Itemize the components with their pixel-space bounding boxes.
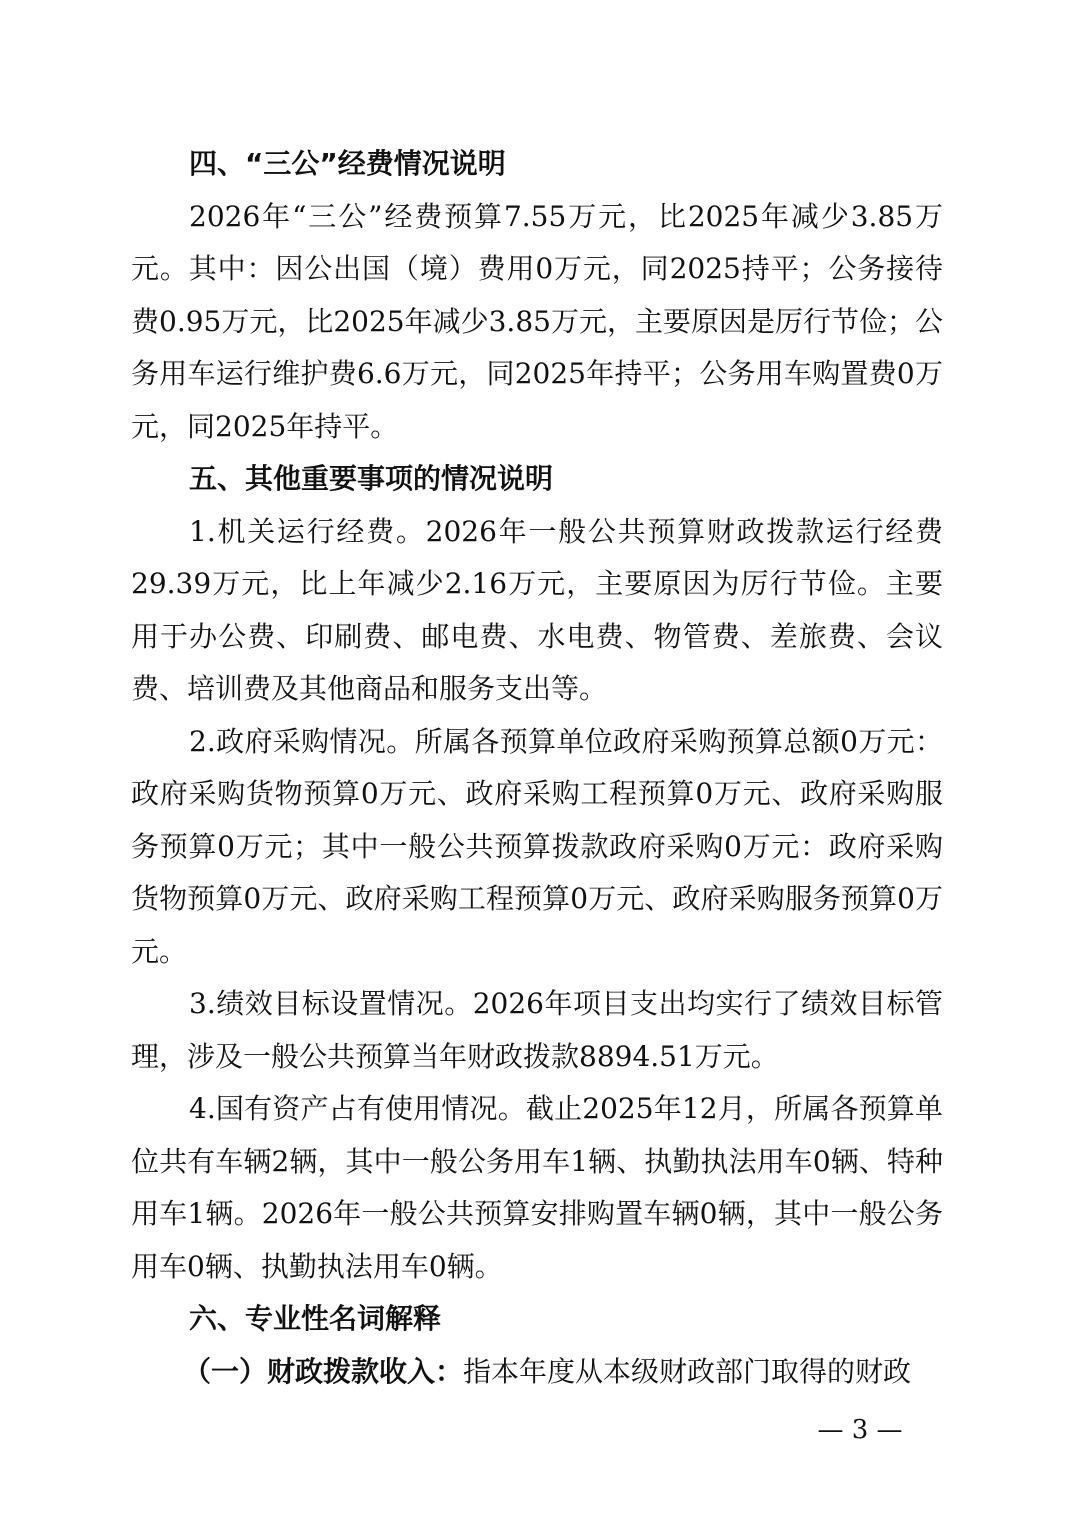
performance-targets-paragraph: 3.绩效目标设置情况。2026年项目支出均实行了绩效目标管理，涉及一般公共预算当年财政拨款8894.51万元。 — [131, 987, 943, 1073]
government-procurement-paragraph: 2.政府采购情况。所属各预算单位政府采购预算总额0万元：政府采购货物预算0万元、政府采购工程预算0万元、政府采购服务预算0万元；其中一般公共预算拨款政府采购0万元：政府采购货物预算0万元、政府采购工程预算0万元、政府采购服务预算0万元。 — [131, 724, 943, 968]
three-public-funds-paragraph: 2026年“三公”经费预算7.55万元，比2025年减少3.85万元。其中：因公出国（境）费用0万元，同2025持平；公务接待费0.95万元，比2025年减少3.85万元，主要原因是厉行节俭；公务用车运行维护费6.6万元，同2025年持平；公务用车购置费0万元，同2025年持平。 — [131, 199, 943, 443]
section-heading-six: 六、专业性名词解释 — [189, 1302, 442, 1335]
page-number: — 3 — — [817, 1415, 903, 1445]
operating-expenses-paragraph: 1.机关运行经费。2026年一般公共预算财政拨款运行经费29.39万元，比上年减少2.16万元，主要原因为厉行节俭。主要用于办公费、印刷费、邮电费、水电费、物管费、差旅费、会议费、培训费及其他商品和服务支出等。 — [131, 514, 943, 705]
section-heading-four: 四、“三公”经费情况说明 — [189, 147, 506, 180]
definition-paragraph — [131, 1346, 943, 1399]
section-heading-five: 五、其他重要事项的情况说明 — [189, 462, 554, 495]
definition-term: （一）财政拨款收入： — [183, 1354, 464, 1388]
state-assets-paragraph: 4.国有资产占有使用情况。截止2025年12月，所属各预算单位共有车辆2辆，其中一般公务用车1辆、执勤执法用车0辆、特种用车1辆。2026年一般公共预算安排购置车辆0辆，其中一般公务用车0辆、执勤执法用车0辆。 — [131, 1092, 943, 1283]
document-body — [131, 138, 943, 1398]
definition-text: 指本年度从本级财政部门取得的财政 — [463, 1354, 912, 1388]
